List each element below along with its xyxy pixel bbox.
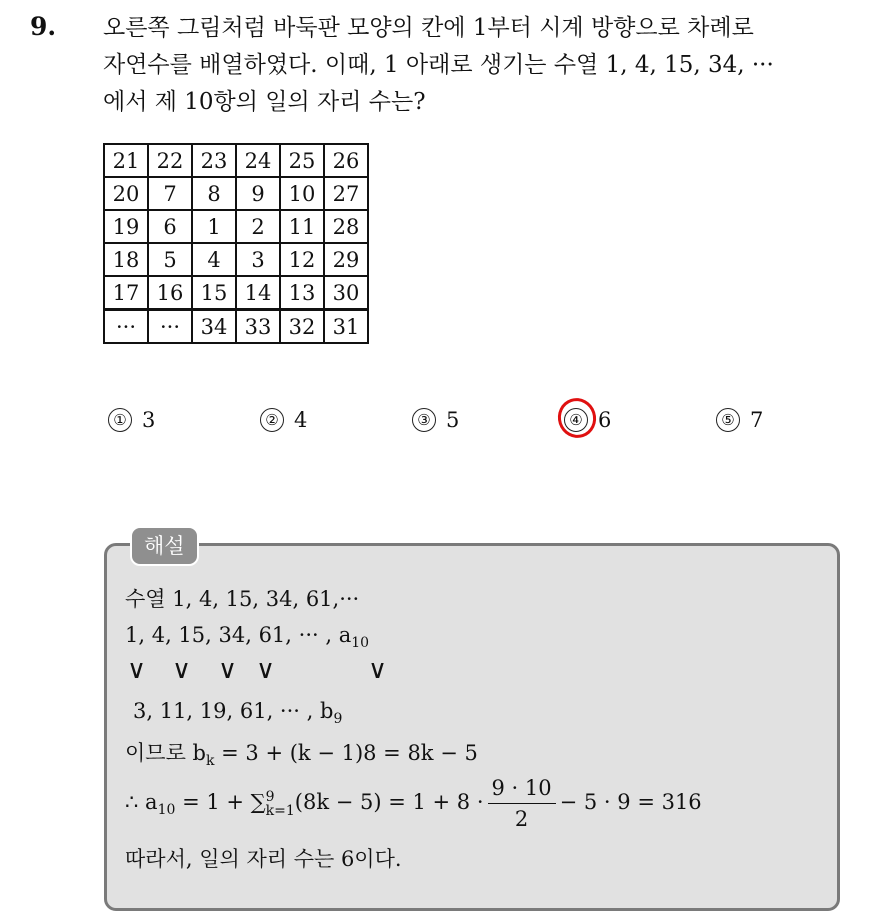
choice-value: 4	[294, 408, 308, 432]
sequence-a-text: 1, 4, 15, 34, 61, ··· , a	[125, 623, 352, 647]
solution-tab: 해설	[130, 526, 199, 566]
question-line: 에서 제 10항의 일의 자리 수는?	[103, 89, 426, 115]
solution-line-2	[125, 623, 369, 651]
vee-symbol: ∨	[127, 655, 147, 685]
grid-cell: 5	[148, 243, 192, 276]
grid-row	[104, 144, 368, 177]
choice-value: 6	[598, 408, 612, 432]
solution-line-1: 수열 1, 4, 15, 34, 61,···	[125, 587, 360, 611]
choice-marker: ④	[564, 408, 588, 432]
grid-cell: 30	[324, 276, 368, 310]
grid-cell: ···	[148, 310, 192, 344]
choice-1[interactable]	[108, 408, 155, 432]
solution-line-4	[133, 699, 342, 727]
grid-cell: 15	[192, 276, 236, 310]
sum-middle: (8k − 5) = 1 + 8 ·	[294, 790, 484, 814]
grid-cell: 10	[280, 177, 324, 210]
choice-marker: ⑤	[716, 408, 740, 432]
choice-value: 3	[142, 408, 156, 432]
sequence-b-sub: 9	[333, 711, 343, 728]
choice-2[interactable]	[260, 408, 307, 432]
solution-line-6	[125, 773, 702, 834]
grid-cell: 17	[104, 276, 148, 310]
grid-cell: 18	[104, 243, 148, 276]
choice-3[interactable]	[412, 408, 459, 432]
grid-row	[104, 177, 368, 210]
grid-cell: 22	[148, 144, 192, 177]
grid-cell: 19	[104, 210, 148, 243]
grid-cell: 16	[148, 276, 192, 310]
answer-choices	[108, 408, 828, 444]
choice-4[interactable]	[564, 408, 611, 432]
b-formula-prefix: 이므로 b	[125, 741, 206, 765]
b-formula-sub: k	[205, 753, 215, 770]
sequence-b-text: 3, 11, 19, 61, ··· , b	[133, 699, 334, 723]
grid-cell: 2	[236, 210, 280, 243]
grid-cell: 1	[192, 210, 236, 243]
vee-symbol: ∨	[218, 655, 238, 685]
choice-5[interactable]	[716, 408, 763, 432]
a10-prefix: ∴ a	[125, 790, 158, 814]
grid-cell: 24	[236, 144, 280, 177]
grid-cell: 13	[280, 276, 324, 310]
solution-line-5	[125, 737, 478, 769]
b-formula-rest: = 3 + (k − 1)8 = 8k − 5	[214, 741, 478, 765]
fraction	[488, 773, 556, 834]
sum-lower: k=1	[265, 802, 295, 819]
solution-line-7: 따라서, 일의 자리 수는 6이다.	[125, 847, 402, 871]
vee-symbol: ∨	[368, 655, 388, 685]
grid-cell: 33	[236, 310, 280, 344]
choice-marker: ①	[108, 408, 132, 432]
grid-cell: 6	[148, 210, 192, 243]
grid-cell: 4	[192, 243, 236, 276]
grid-cell: 23	[192, 144, 236, 177]
sum-limits	[266, 790, 295, 818]
sum-upper: 9	[265, 788, 275, 805]
sequence-a-sub: 10	[351, 635, 370, 652]
grid-cell: 3	[236, 243, 280, 276]
grid-cell: 28	[324, 210, 368, 243]
number-grid	[103, 143, 369, 344]
question-number: 9.	[30, 12, 57, 41]
grid-cell: 34	[192, 310, 236, 344]
fraction-numerator: 9 · 10	[488, 773, 556, 804]
choice-marker: ③	[412, 408, 436, 432]
grid-cell: 25	[280, 144, 324, 177]
grid-row	[104, 276, 368, 310]
grid-cell: 14	[236, 276, 280, 310]
vee-symbol: ∨	[172, 655, 192, 685]
choice-value: 7	[750, 408, 764, 432]
grid-cell: 8	[192, 177, 236, 210]
grid-cell: ···	[104, 310, 148, 344]
grid-cell: 31	[324, 310, 368, 344]
grid-cell: 20	[104, 177, 148, 210]
grid-cell: 32	[280, 310, 324, 344]
fraction-denominator: 2	[514, 807, 529, 831]
vee-symbol: ∨	[256, 655, 276, 685]
selected-circle-mark	[553, 393, 602, 443]
choice-marker: ②	[260, 408, 284, 432]
grid-cell: 12	[280, 243, 324, 276]
question-line: 자연수를 배열하였다. 이때, 1 아래로 생기는 수열 1, 4, 15, 34, ···	[103, 52, 774, 78]
question-text	[103, 10, 873, 121]
question-line: 오른쪽 그림처럼 바둑판 모양의 칸에 1부터 시계 방향으로 차례로	[103, 15, 754, 41]
grid-cell: 7	[148, 177, 192, 210]
a10-sub: 10	[157, 802, 176, 819]
grid-cell: 21	[104, 144, 148, 177]
sum-start: = 1 + ∑	[175, 790, 266, 814]
grid-row	[104, 210, 368, 243]
grid-cell: 11	[280, 210, 324, 243]
grid-cell: 27	[324, 177, 368, 210]
choice-value: 5	[446, 408, 460, 432]
grid-cell: 29	[324, 243, 368, 276]
grid-cell: 26	[324, 144, 368, 177]
grid-row	[104, 310, 368, 344]
grid-cell: 9	[236, 177, 280, 210]
grid-row	[104, 243, 368, 276]
sum-tail: − 5 · 9 = 316	[559, 790, 702, 814]
